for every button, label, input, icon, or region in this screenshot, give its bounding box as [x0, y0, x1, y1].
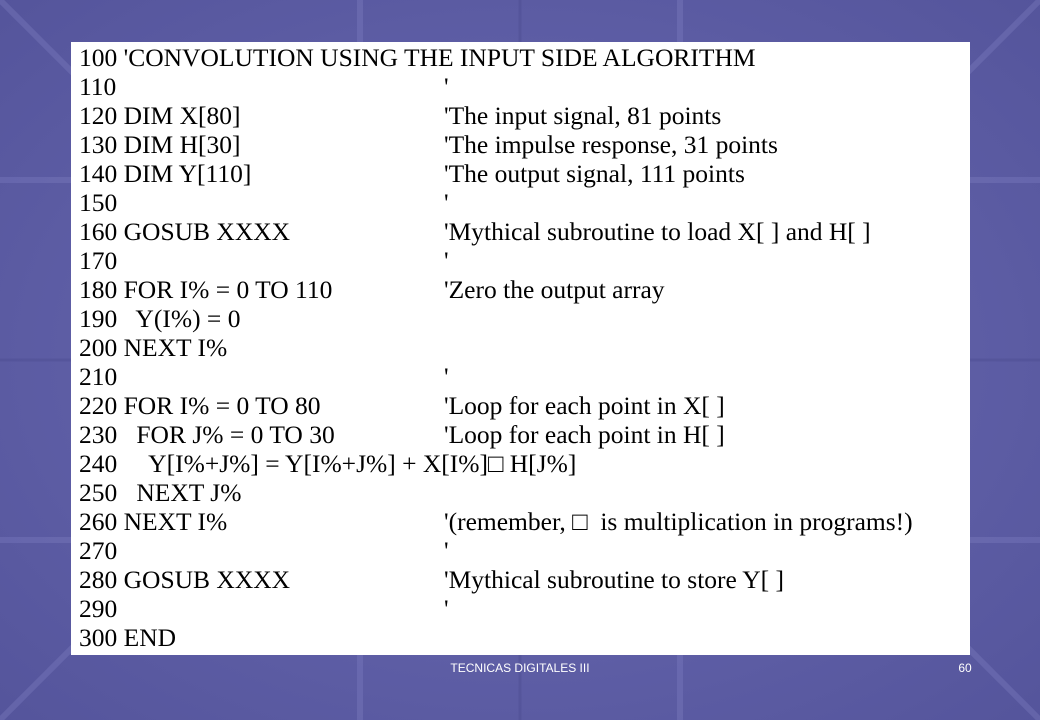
code-comment: ': [444, 246, 449, 275]
code-text: 200 NEXT I%: [79, 333, 228, 362]
code-text: 280 GOSUB XXXX: [79, 565, 291, 594]
code-text: 300 END: [79, 623, 177, 652]
code-comment: ': [444, 188, 449, 217]
code-text: 290: [79, 594, 118, 623]
code-comment: 'The output signal, 111 points: [444, 159, 745, 188]
code-text: 190 Y(I%) = 0: [79, 304, 241, 333]
code-comment: ': [444, 536, 449, 565]
code-comment: ': [444, 72, 449, 101]
code-text: 130 DIM H[30]: [79, 130, 241, 159]
code-text: 210: [79, 362, 118, 391]
code-comment: ': [444, 362, 449, 391]
code-text: 220 FOR I% = 0 TO 80: [79, 391, 321, 420]
code-text: 100 'CONVOLUTION USING THE INPUT SIDE ALGORITHM: [79, 43, 756, 72]
code-text: 270: [79, 536, 118, 565]
code-text: 140 DIM Y[110]: [79, 159, 252, 188]
code-comment: '(remember, □ is multiplication in programs!): [444, 507, 913, 536]
code-text: 240 Y[I%+J%] = Y[I%+J%] + X[I%]□ H[J%]: [79, 449, 577, 478]
code-text: 260 NEXT I%: [79, 507, 228, 536]
code-text: 110: [79, 72, 117, 101]
code-text: 120 DIM X[80]: [79, 101, 241, 130]
code-text: 250 NEXT J%: [79, 478, 242, 507]
code-text: 180 FOR I% = 0 TO 110: [79, 275, 333, 304]
code-text: 150: [79, 188, 118, 217]
code-comment: 'Zero the output array: [444, 275, 665, 304]
code-comment: 'Mythical subroutine to store Y[ ]: [444, 565, 785, 594]
slide-number: 60: [958, 661, 972, 675]
code-comment: 'Mythical subroutine to load X[ ] and H[ ]: [444, 217, 871, 246]
code-text: 230 FOR J% = 0 TO 30: [79, 420, 335, 449]
footer-title: TECNICAS DIGITALES III: [450, 661, 590, 675]
code-text: 170: [79, 246, 118, 275]
code-text: 160 GOSUB XXXX: [79, 217, 291, 246]
code-comment: ': [444, 594, 449, 623]
code-comment: 'The input signal, 81 points: [444, 101, 722, 130]
code-comment: 'Loop for each point in H[ ]: [444, 420, 725, 449]
code-comment: 'Loop for each point in X[ ]: [444, 391, 725, 420]
code-comment: 'The impulse response, 31 points: [444, 130, 778, 159]
code-listing-panel: [71, 42, 970, 655]
